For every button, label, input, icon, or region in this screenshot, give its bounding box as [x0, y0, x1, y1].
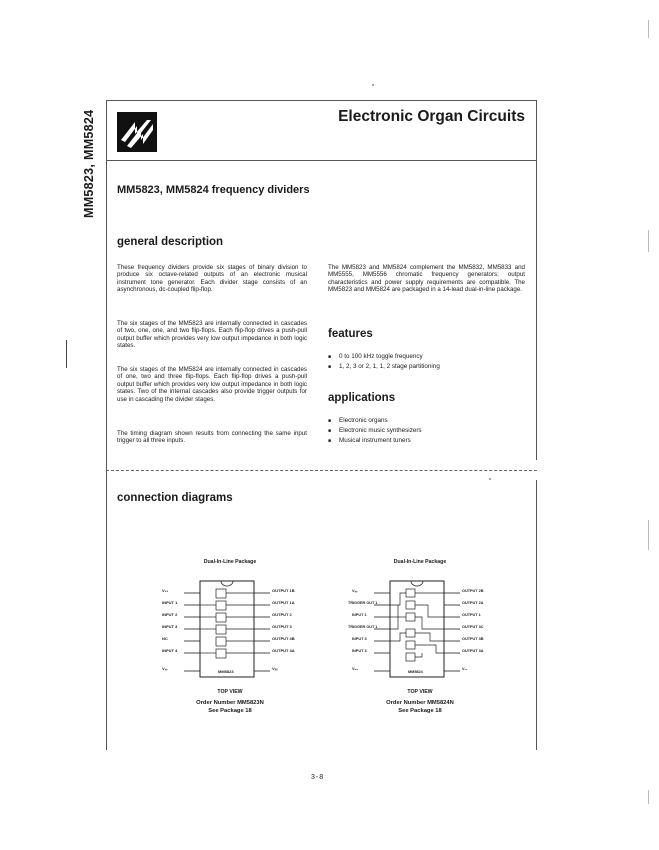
list-item: ■ Musical instrument tuners	[328, 436, 422, 446]
edge-mark	[648, 230, 649, 252]
section-divider	[106, 470, 537, 471]
national-semiconductor-logo	[117, 112, 157, 152]
page-subtitle: MM5823, MM5824 frequency dividers	[117, 184, 310, 196]
mm5823-pinout-diagram	[160, 575, 300, 687]
page-number: 3-8	[311, 774, 325, 781]
general-description-heading: general description	[117, 236, 224, 248]
pin-label: OUTPUT 4A	[272, 648, 295, 653]
top-view-label: TOP VIEW	[217, 689, 243, 695]
description-paragraph-3: The six stages of the MM5824 are internally connected in cascades of one, two and three flip-flops. Each flip-flop drives a push-pull output buffer which provides very low output impedance in both logic states. Two of the internal cascades also provide trigger outputs for use in cascading the divider stages.	[117, 366, 307, 403]
order-number: Order Number MM5824N	[386, 700, 454, 706]
frame-right	[536, 480, 537, 750]
package-reference: See Package 18	[208, 708, 252, 714]
pin-label: INPUT 1	[162, 600, 178, 605]
page-title: Electronic Organ Circuits	[338, 108, 525, 125]
applications-heading: applications	[328, 392, 396, 404]
left-package-label: Dual-In-Line Package	[203, 559, 257, 565]
edge-mark	[648, 790, 649, 804]
pin-label: OUTPUT 4B	[272, 636, 295, 641]
frame-right	[536, 100, 537, 460]
package-reference: See Package 18	[398, 708, 442, 714]
connection-diagrams-heading: connection diagrams	[117, 492, 233, 504]
pin-label: V₀₀	[162, 588, 169, 593]
binding-mark	[66, 340, 67, 368]
pin-label: NC	[162, 636, 168, 641]
pin-label: INPUT 1	[352, 613, 367, 617]
pin-label: INPUT 4	[162, 648, 178, 653]
edge-mark	[648, 20, 649, 38]
pin-label: TRIGGER OUT 1	[348, 625, 378, 629]
pin-label: INPUT 3	[352, 637, 367, 641]
chip-label: MM5824	[408, 670, 423, 674]
pin-label: TRIGGER OUT 1	[348, 601, 378, 605]
pin-label: V₀₀	[352, 667, 358, 671]
header-divider	[106, 160, 537, 161]
features-heading: features	[328, 328, 373, 340]
pin-label: INPUT 3	[352, 649, 367, 653]
speck	[372, 84, 374, 86]
order-number: Order Number MM5823N	[196, 700, 264, 706]
pin-label: OUTPUT 1A	[272, 600, 295, 605]
pin-label: OUTPUT 2	[272, 612, 292, 617]
mm5824-pinout-diagram	[348, 575, 498, 687]
pin-label: OUTPUT 2A	[462, 601, 484, 605]
pin-label: OUTPUT 3	[272, 624, 292, 629]
pin-label: INPUT 3	[162, 624, 178, 629]
pin-label: OUTPUT 1B	[272, 588, 295, 593]
pin-label: Vₛₛ	[352, 589, 358, 593]
right-package-label: Dual-In-Line Package	[393, 559, 447, 565]
list-item: ■ Electronic music synthesizers	[328, 426, 422, 436]
description-paragraph-1: These frequency dividers provide six stages of binary division to produce six octave-related outputs of an electronic musical instrument tone generator. Each divider stage consists of an asynchronous, dc-coupled flip-flop.	[117, 264, 307, 294]
pin-label: OUTPUT 3A	[462, 649, 484, 653]
pin-label: OUTPUT 3C	[462, 625, 484, 629]
chip-label: MM5823	[218, 669, 234, 674]
pin-label: OUTPUT 1	[462, 613, 481, 617]
top-view-label: TOP VIEW	[407, 689, 433, 695]
frame-top	[106, 100, 537, 101]
speck	[489, 478, 491, 480]
list-item: ■ 1, 2, 3 or 2, 1, 1, 2 stage partitioning	[328, 362, 440, 372]
list-item: ■ 0 to 100 kHz toggle frequency	[328, 352, 440, 362]
description-paragraph-4: The timing diagram shown results from connecting the same input trigger to all three inputs.	[117, 430, 307, 445]
description-paragraph-5: The MM5823 and MM5824 complement the MM5832, MM5833 and MM5555, MM5556 chromatic frequency generators; output characteristics and power supply requirements are compatible. The MM5823 and MM5824 are packaged in a 14-lead dual-in-line package.	[328, 264, 525, 294]
pin-label: OUTPUT 2B	[462, 589, 484, 593]
pin-label: Vₛₛ	[162, 666, 168, 671]
frame-left	[106, 100, 107, 750]
list-item: ■ Electronic organs	[328, 416, 422, 426]
side-part-label: MM5823, MM5824	[82, 109, 96, 218]
applications-list	[328, 416, 422, 446]
pin-label: OUTPUT 3B	[462, 637, 484, 641]
pin-label: Vₓₓ	[462, 667, 468, 671]
pin-label: INPUT 2	[162, 612, 178, 617]
pin-label: Vₓₓ	[272, 666, 278, 671]
edge-mark	[648, 520, 649, 550]
description-paragraph-2: The six stages of the MM5823 are internally connected in cascades of two, one, one, and two flip-flops. Each flip-flop drives a push-pull output buffer which provides very low output impedance in both logic states.	[117, 320, 307, 350]
features-list	[328, 352, 440, 372]
